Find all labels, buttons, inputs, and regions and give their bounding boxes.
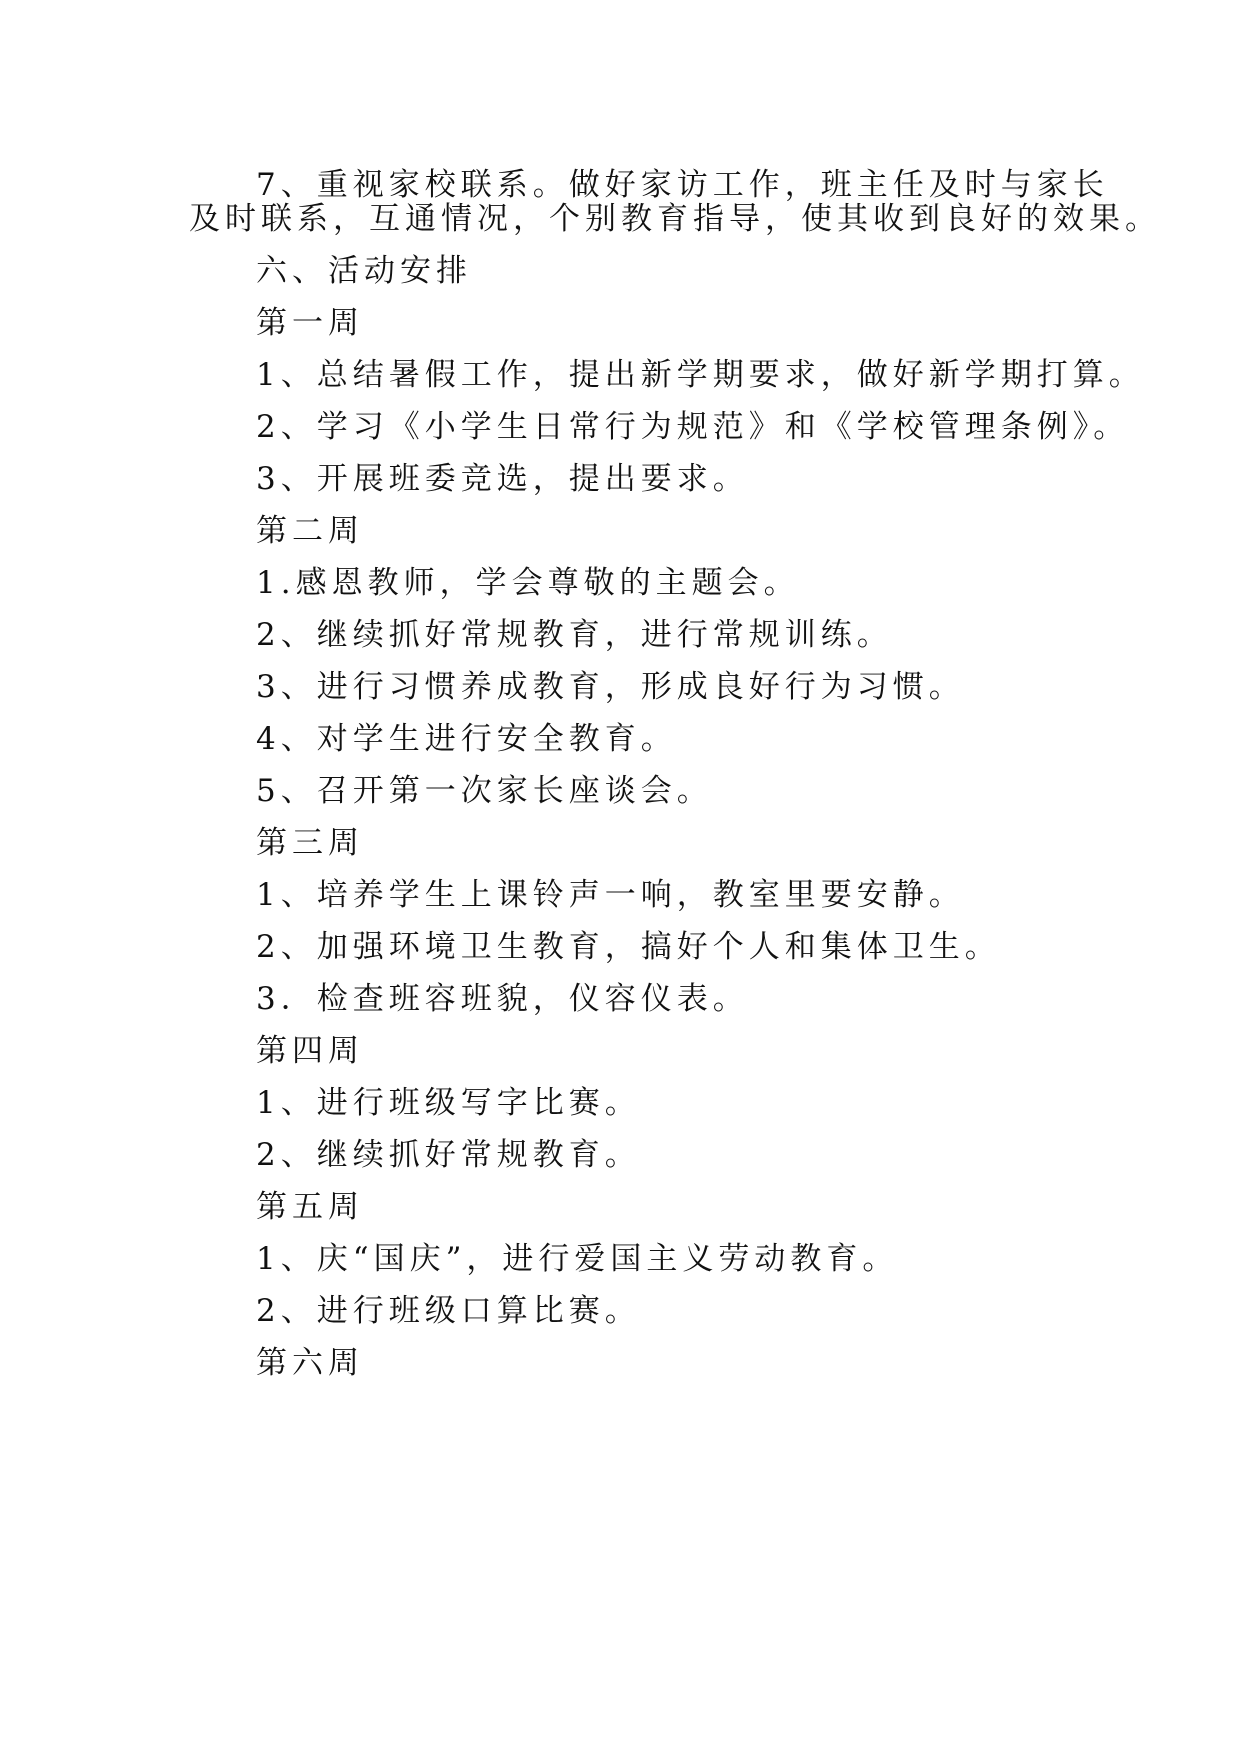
paragraph-line: 7、重视家校联系。做好家访工作，班主任及时与家长 [256,167,1109,203]
list-item: 2、进行班级口算比赛。 [256,1293,641,1329]
list-item: 3、进行习惯养成教育，形成良好行为习惯。 [256,669,965,705]
list-item: 3．检查班容班貌，仪容仪表。 [256,981,749,1017]
list-item: 2、加强环境卫生教育，搞好个人和集体卫生。 [256,929,1001,965]
week-heading: 第六周 [256,1345,364,1381]
list-item: 5、召开第一次家长座谈会。 [256,773,713,809]
list-item: 2、继续抓好常规教育。 [256,1137,641,1173]
list-item: 1、庆“国庆”，进行爱国主义劳动教育。 [256,1241,899,1277]
paragraph-line: 及时联系，互通情况，个别教育指导，使其收到良好的效果。 [189,201,1161,237]
week-heading: 第二周 [256,513,364,549]
section-heading: 六、活动安排 [256,253,472,289]
list-item: 1、总结暑假工作，提出新学期要求，做好新学期打算。 [256,357,1145,393]
list-item: 2、继续抓好常规教育，进行常规训练。 [256,617,893,653]
list-item: 1、培养学生上课铃声一响，教室里要安静。 [256,877,965,913]
week-heading: 第四周 [256,1033,364,1069]
week-heading: 第一周 [256,305,364,341]
list-item: 1.感恩教师，学会尊敬的主题会。 [256,565,800,601]
week-heading: 第三周 [256,825,364,861]
week-heading: 第五周 [256,1189,364,1225]
list-item: 1、进行班级写字比赛。 [256,1085,641,1121]
list-item: 4、对学生进行安全教育。 [256,721,677,757]
list-item: 2、学习《小学生日常行为规范》和《学校管理条例》。 [256,409,1130,445]
list-item: 3、开展班委竞选，提出要求。 [256,461,749,497]
